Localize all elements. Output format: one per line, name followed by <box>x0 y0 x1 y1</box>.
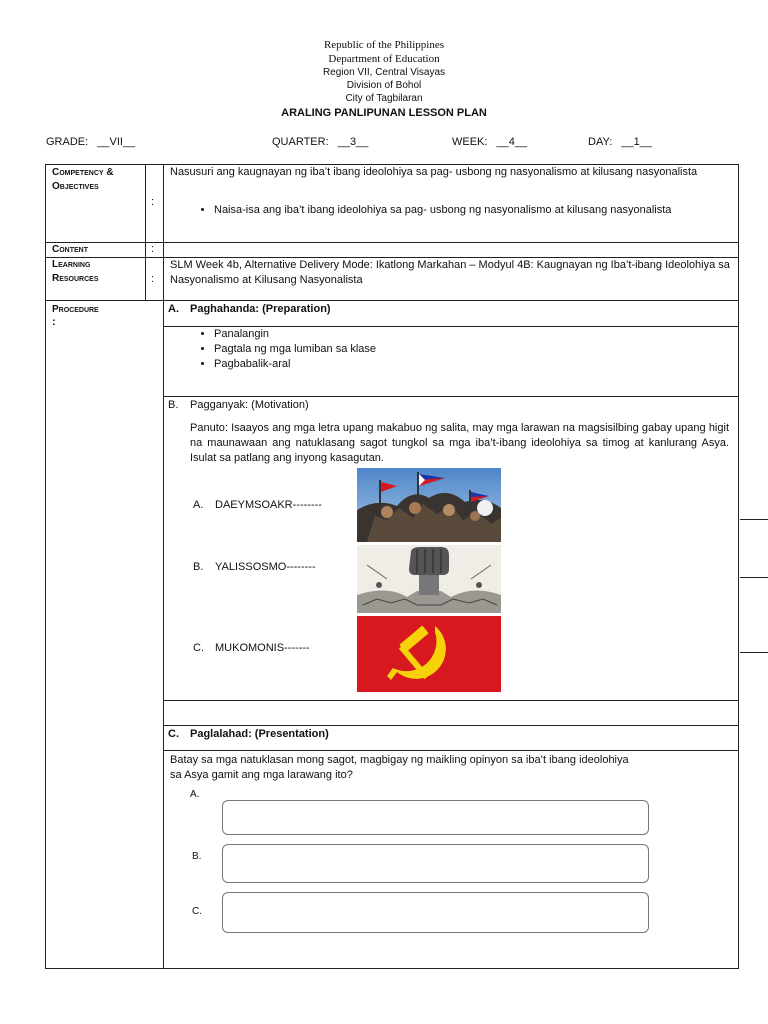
table-border-right <box>738 164 739 969</box>
table-border-left <box>45 164 46 969</box>
row-divider-presentation <box>163 725 739 726</box>
competency-colon: : <box>151 196 155 208</box>
resources-text: SLM Week 4b, Alternative Delivery Mode: Ikatlong Markahan – Modyul 4B: Kaugnayan ng Iba’t-ibang Ideolohiya sa Nasyonalismo at Kilusang Nasyonalista <box>170 259 730 286</box>
answer-blank-c <box>740 652 768 653</box>
motivation-item-b <box>193 560 316 575</box>
resources-label-line2: Resources <box>52 273 99 284</box>
grade-label: GRADE: <box>46 136 89 148</box>
preparation-letter: A. <box>168 303 179 315</box>
motivation-instructions: Panuto: Isaayos ang mga letra upang makabuo ng salita, may mga larawan na magsisilbing gabay upang higit na maunawaan ang natuklasang sagot tungkol sa mga iba’t-ibang ideolohiya sa timog at kanlurang Asya. Isulat sa patlang ang inyong kasagutan. <box>190 422 729 464</box>
document-title: ARALING PANLIPUNAN LESSON PLAN <box>281 107 487 119</box>
content-colon: : <box>151 243 155 255</box>
quarter-field <box>272 136 368 148</box>
presentation-title: Paglalahad: (Presentation) <box>190 728 329 740</box>
preparation-item: • Pagtala ng mga lumiban sa klase <box>214 342 376 357</box>
motivation-letter: B. <box>168 399 179 411</box>
procedure-colon: : <box>52 316 56 328</box>
row-divider-content <box>45 242 739 243</box>
answer-blank-b <box>740 577 768 578</box>
day-field <box>588 136 652 148</box>
answer-label-b: B. <box>192 851 202 862</box>
header-region: Region VII, Central Visayas <box>322 67 446 78</box>
header-division: Division of Bohol <box>346 80 422 91</box>
resources-label-line1: Learning <box>52 259 91 270</box>
table-divider-main <box>163 164 164 969</box>
header-department: Department of Education <box>328 53 440 65</box>
competency-text: Nasusuri ang kaugnayan ng iba’t ibang ideolohiya sa pag- usbong ng nasyonalismo at kilusang nasyonalista <box>170 166 698 178</box>
communism-hammer-sickle-image <box>357 616 501 692</box>
week-field <box>452 136 527 148</box>
democracy-protest-image <box>357 468 501 542</box>
presentation-letter: C. <box>168 728 179 740</box>
scrambled-word: YALISSOSMO-------- <box>215 561 316 573</box>
answer-box-a[interactable] <box>222 800 649 835</box>
row-divider-presentation-title <box>163 750 739 751</box>
competency-label-line2: Objectives <box>52 181 99 192</box>
motivation-item-a <box>193 498 322 513</box>
preparation-item: • Panalangin <box>214 327 376 342</box>
motivation-item-letter: B. <box>193 561 204 573</box>
socialism-fist-image <box>357 545 501 613</box>
presentation-heading <box>168 728 329 740</box>
competency-label <box>52 166 114 194</box>
presentation-question: Batay sa mga natuklasan mong sagot, magbigay ng maikling opinyon sa iba’t ibang ideolohiya sa Asya gamit ang mga larawang ito? <box>170 754 629 781</box>
answer-box-b[interactable] <box>222 844 649 883</box>
preparation-item: • Pagbabalik-aral <box>214 357 376 372</box>
table-divider-colon <box>145 164 146 300</box>
quarter-value: __3__ <box>337 136 369 148</box>
grade-field <box>46 136 135 148</box>
scrambled-word: MUKOMONIS------- <box>215 642 310 654</box>
quarter-label: QUARTER: <box>272 136 329 148</box>
answer-label-c: C. <box>192 906 202 917</box>
preparation-heading <box>168 303 331 315</box>
week-label: WEEK: <box>452 136 488 148</box>
motivation-item-c <box>193 641 310 656</box>
resources-colon: : <box>151 273 155 285</box>
answer-box-c[interactable] <box>222 892 649 933</box>
preparation-title: Paghahanda: (Preparation) <box>190 303 331 315</box>
competency-label-line1: Competency & <box>52 167 114 178</box>
motivation-item-letter: A. <box>193 499 204 511</box>
answer-label-a: A. <box>190 789 200 800</box>
objective-item: • Naisa-isa ang iba’t ibang ideolohiya sa pag- usbong ng nasyonalismo at kilusang nasyonalista <box>214 203 724 218</box>
row-divider-motivation <box>163 396 739 397</box>
table-border-bottom <box>45 968 739 969</box>
day-value: __1__ <box>621 136 652 148</box>
motivation-item-letter: C. <box>193 642 204 654</box>
day-label: DAY: <box>588 136 613 148</box>
motivation-title: Pagganyak: (Motivation) <box>190 399 309 411</box>
row-divider-motivation-end <box>163 700 739 701</box>
row-divider-procedure <box>45 300 739 301</box>
week-value: __4__ <box>496 136 528 148</box>
grade-value: __VII__ <box>97 136 136 148</box>
header-republic: Republic of the Philippines <box>323 39 445 51</box>
motivation-heading <box>168 398 309 413</box>
preparation-list <box>196 327 376 372</box>
procedure-label: Procedure <box>52 304 99 315</box>
header-city: City of Tagbilaran <box>345 93 423 104</box>
objective-list <box>196 203 724 218</box>
scrambled-word: DAEYMSOAKR-------- <box>215 499 322 511</box>
answer-blank-a <box>740 519 768 520</box>
content-label: Content <box>52 244 88 255</box>
resources-label <box>52 258 99 286</box>
